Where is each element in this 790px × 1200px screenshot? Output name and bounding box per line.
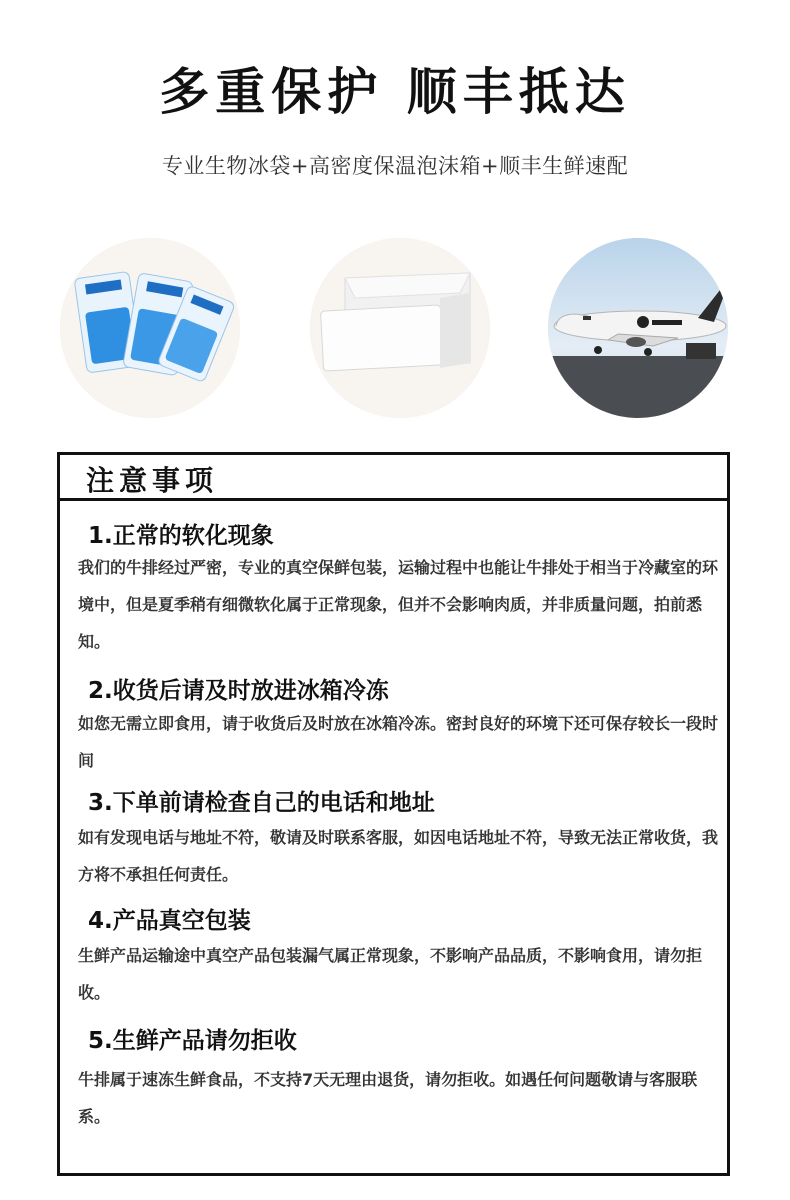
section-body: 如有发现电话与地址不符，敬请及时联系客服，如因电话地址不符，导致无法正常收货，我方将不承担任何责任。 bbox=[78, 828, 719, 884]
section-title: 2.收货后请及时放进冰箱冷冻 bbox=[88, 678, 389, 704]
cargo-plane-image bbox=[548, 238, 728, 418]
page-subheadline: 专业生物冰袋+高密度保温泡沫箱+顺丰生鲜速配 bbox=[161, 154, 629, 178]
section-title: 4.产品真空包装 bbox=[88, 908, 251, 934]
foam-box-image bbox=[310, 238, 490, 418]
cargo-plane-icon bbox=[548, 238, 728, 418]
section-title: 5.生鲜产品请勿拒收 bbox=[88, 1028, 297, 1054]
section-body: 我们的牛排经过严密，专业的真空保鲜包装，运输过程中也能让牛排处于相当于冷藏室的环境中，但是夏季稍有细微软化属于正常现象，但并不会影响肉质，并非质量问题，拍前悉知。 bbox=[78, 558, 719, 651]
ice-pack-image bbox=[60, 238, 240, 418]
section-body: 生鲜产品运输途中真空产品包装漏气属正常现象，不影响产品品质，不影响食用，请勿拒收。 bbox=[78, 946, 703, 1002]
ice-pack-icon bbox=[60, 238, 240, 418]
notice-header bbox=[60, 455, 727, 501]
section-body: 如您无需立即食用，请于收货后及时放在冰箱冷冻。密封良好的环境下还可保存较长一段时间 bbox=[78, 714, 719, 770]
notice-title: 注意事项 bbox=[86, 464, 219, 497]
notice-box bbox=[57, 452, 730, 1176]
section-body: 牛排属于速冻生鲜食品，不支持7天无理由退货，请勿拒收。如遇任何问题敬请与客服联系。 bbox=[78, 1070, 698, 1126]
foam-box-icon bbox=[310, 238, 490, 418]
page-headline: 多重保护 顺丰抵达 bbox=[159, 63, 631, 121]
section-title: 3.下单前请检查自己的电话和地址 bbox=[88, 790, 435, 816]
section-title: 1.正常的软化现象 bbox=[88, 523, 274, 549]
